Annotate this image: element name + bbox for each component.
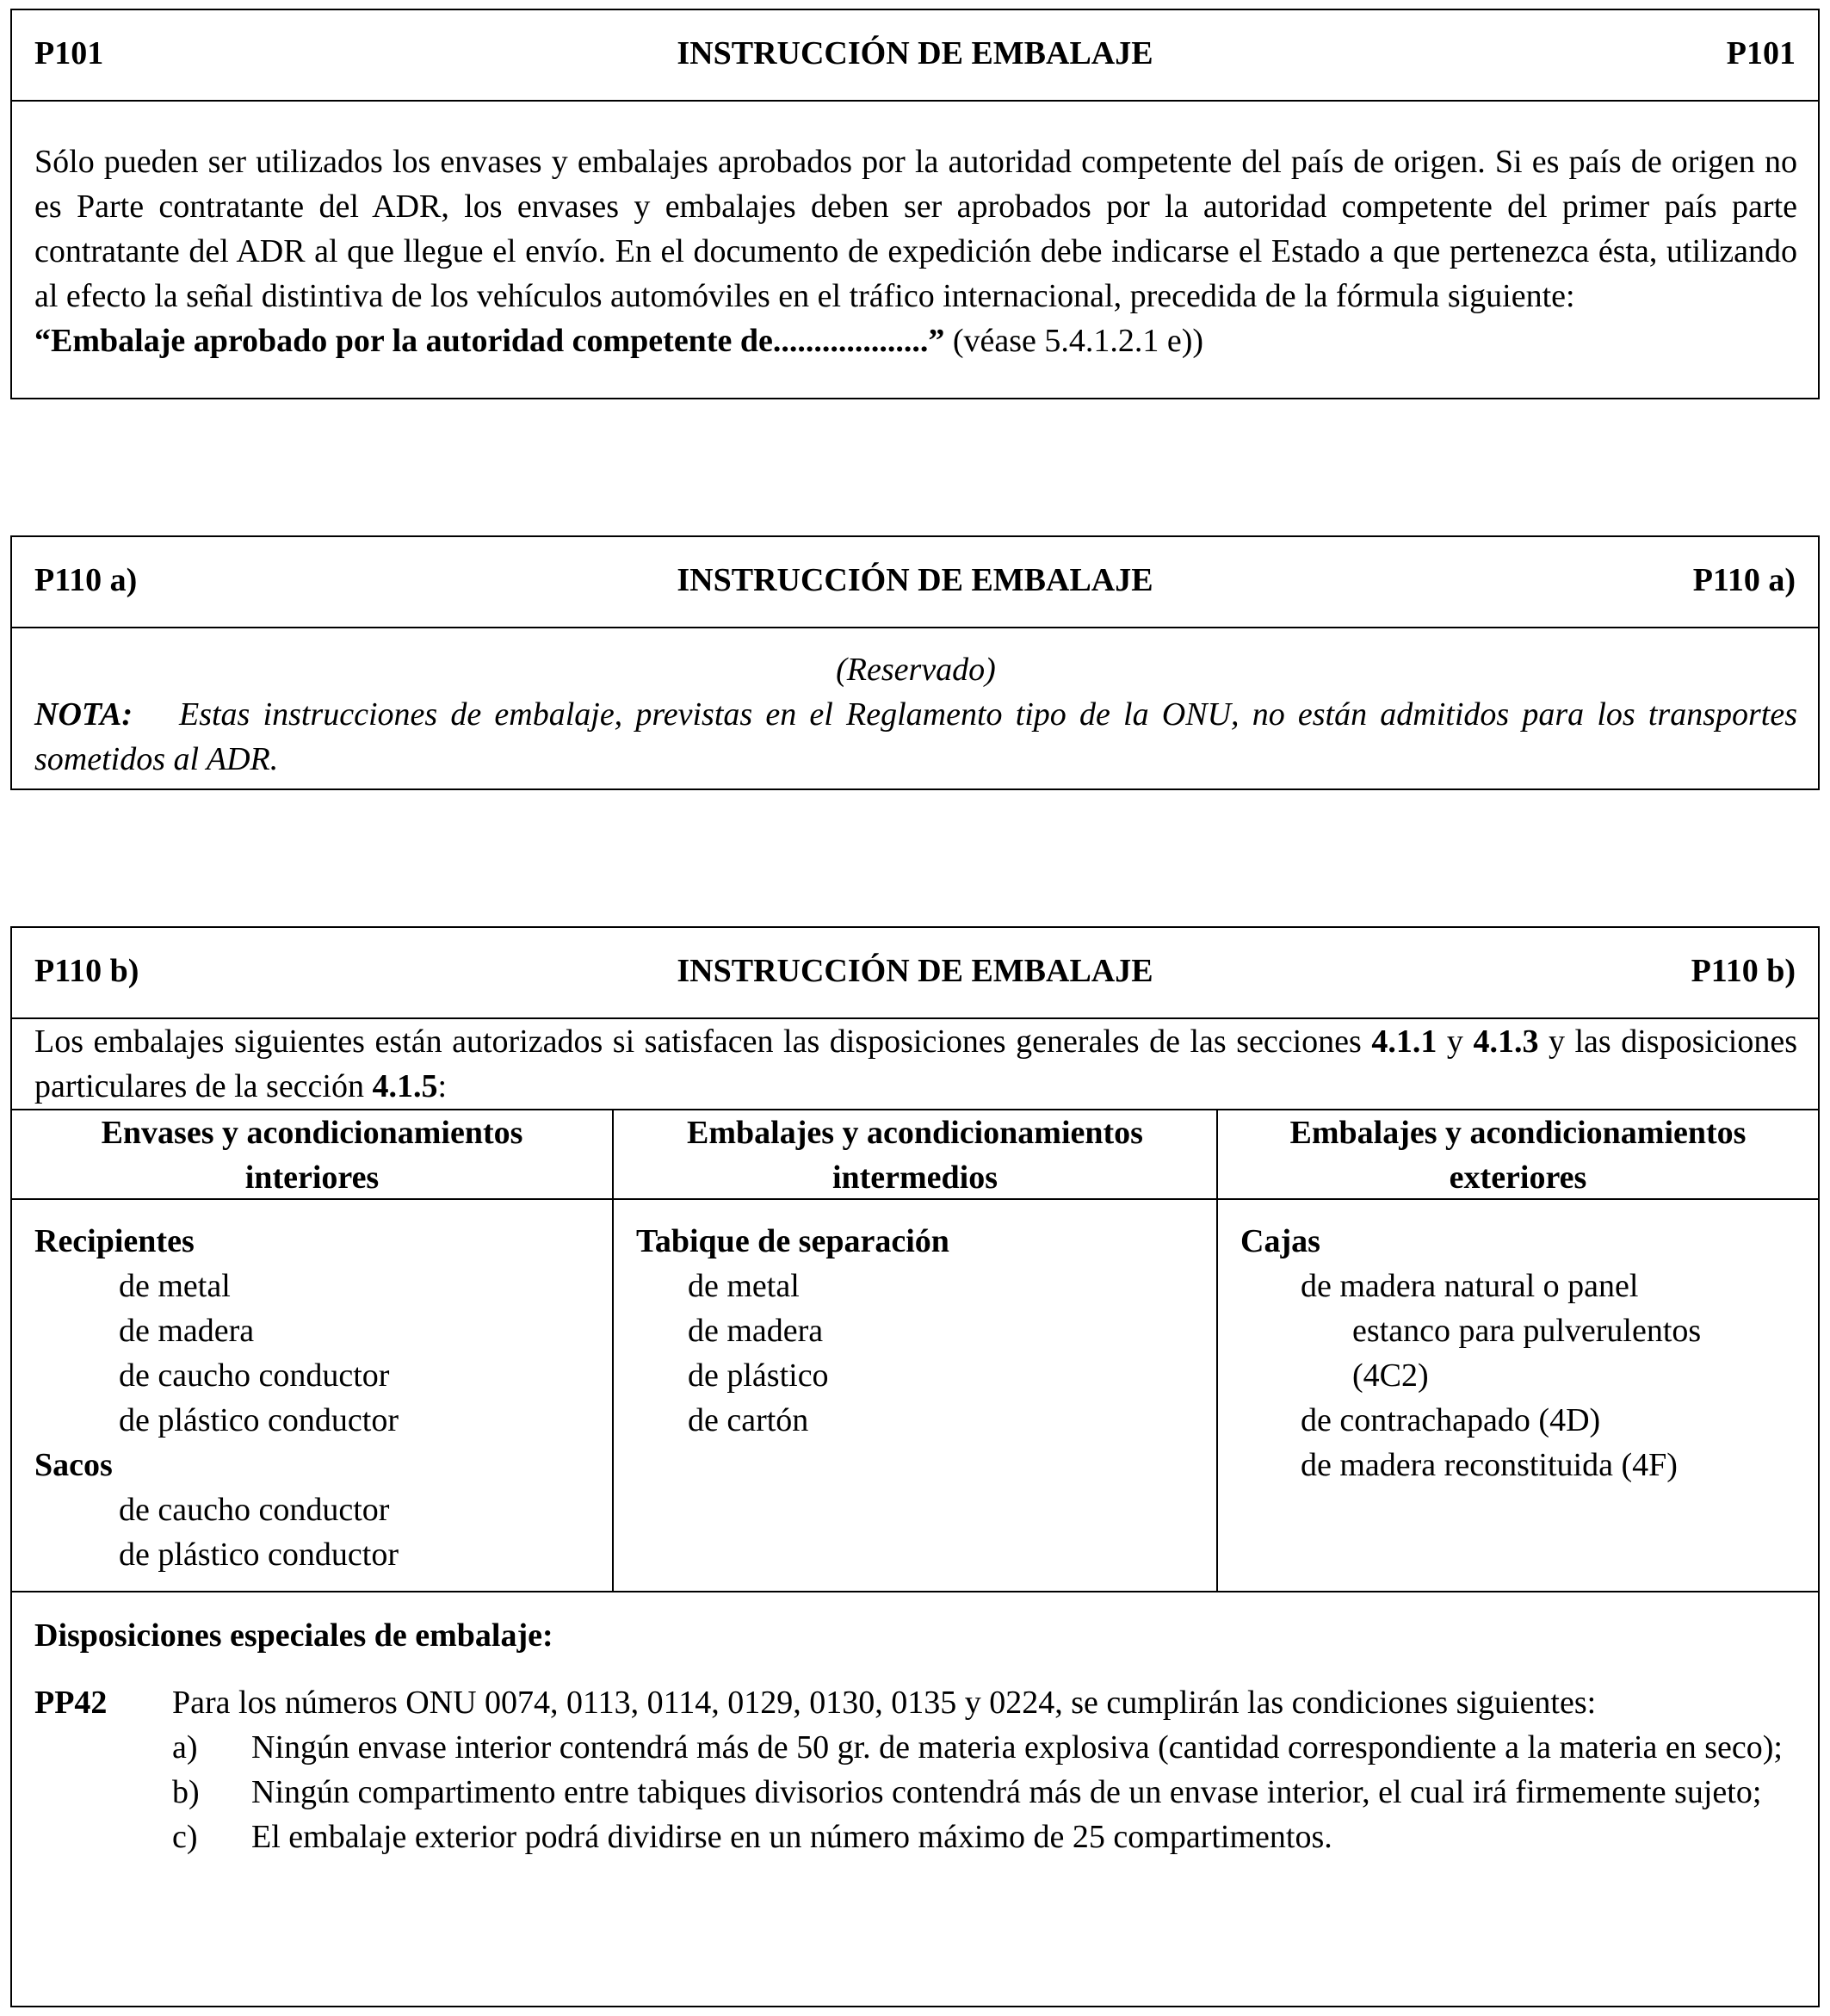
outer-item-continuation: estanco para pulverulentos: [1352, 1313, 1702, 1349]
p101-formula-line: [34, 318, 1797, 363]
p101-paragraph: Sólo pueden ser utilizados los envases y embalajes aprobados por la autoridad competente del país de origen. Si es país de origen no es Parte contratante del ADR, los envases y embalajes deben ser aprobados por la autoridad competente del primer país parte contratante del ADR al que llegue el envío. En el documento de expedición debe indicarse el Estado a que pertenezca ésta, utilizando al efecto la señal distintiva de los vehículos automóviles en el tráfico internacional, precedida de la fórmula siguiente:: [34, 144, 1797, 314]
p110b-intro: [12, 1019, 1818, 1110]
intermediate-group: Tabique de separación: [636, 1223, 949, 1259]
inner-group-sacos: Sacos: [34, 1447, 113, 1483]
outer-group-cajas: Cajas: [1240, 1223, 1320, 1259]
inner-item: de madera: [119, 1313, 255, 1349]
p110b-section-3: 4.1.5: [372, 1068, 438, 1104]
p110b-section-2: 4.1.3: [1473, 1023, 1539, 1060]
p110b-code-left: P110 b): [34, 953, 139, 989]
inner-item: de caucho conductor: [119, 1357, 390, 1394]
p110a-reserved: [34, 647, 1797, 692]
special-provisions: [12, 1591, 1818, 1859]
pp42-item-mark: c): [172, 1819, 198, 1855]
pp42-item-text: Ningún compartimento entre tabiques divisorios contendrá más de un envase interior, el cual irá firmemente sujeto;: [251, 1774, 1762, 1810]
col-outer-body: [1218, 1200, 1818, 1591]
inner-item: de plástico conductor: [119, 1537, 399, 1573]
p101-box: [10, 9, 1820, 399]
p110b-intro-d: :: [437, 1068, 448, 1104]
col-outer-header: Embalajes y acondicionamientos exteriores: [1218, 1110, 1818, 1200]
intermediate-item: de cartón: [688, 1402, 809, 1438]
pp42-content: [172, 1680, 1797, 1859]
p110a-reserved-text: (Reservado): [836, 652, 996, 688]
outer-item: de contrachapado (4D): [1301, 1402, 1601, 1438]
p101-body: [12, 102, 1818, 363]
col-intermediate-body: [614, 1200, 1216, 1591]
p101-header: [12, 10, 1818, 102]
p110a-note-label: NOTA:: [34, 696, 133, 733]
p101-formula: “Embalaje aprobado por la autoridad competente de...................”: [34, 323, 945, 359]
col-intermediate-header: Embalajes y acondicionamientos intermedios: [614, 1110, 1216, 1200]
col-inner: [12, 1110, 613, 1591]
pp42-item: [172, 1770, 1797, 1815]
p101-reference: (véase 5.4.1.2.1 e)): [944, 323, 1204, 359]
col-inner-body: [12, 1200, 612, 1591]
col-intermediate: [613, 1110, 1217, 1591]
pp42-row: [34, 1680, 1797, 1859]
p110a-note-text: Estas instrucciones de embalaje, previstas en el Reglamento tipo de la ONU, no están admitidos para los transportes sometidos al ADR.: [34, 696, 1797, 777]
p110b-intro-a: Los embalajes siguientes están autorizados si satisfacen las disposiciones generales de las secciones: [34, 1023, 1372, 1060]
pp42-code: PP42: [34, 1685, 108, 1721]
inner-item: de caucho conductor: [119, 1492, 390, 1528]
p110a-note: [34, 692, 1797, 782]
special-provisions-title: [34, 1613, 1797, 1658]
p110b-box: [10, 926, 1820, 2007]
p110a-header: [12, 537, 1818, 628]
intermediate-item: de metal: [688, 1268, 800, 1304]
pp42-item-mark: b): [172, 1774, 200, 1810]
pp42-item: [172, 1725, 1797, 1770]
pp42-item: [172, 1815, 1797, 1859]
inner-item: de metal: [119, 1268, 231, 1304]
p110a-code-right: P110 a): [1692, 562, 1796, 598]
packaging-table: [12, 1110, 1818, 1591]
col-inner-header: Envases y acondicionamientos interiores: [12, 1110, 612, 1200]
p110a-code-left: P110 a): [34, 562, 138, 598]
p110b-intro-c: y las disposiciones particulares de la sección: [34, 1023, 1798, 1104]
outer-item: de madera reconstituida (4F): [1301, 1447, 1678, 1483]
p101-code-right: P101: [1726, 35, 1796, 71]
inner-group-recipientes: Recipientes: [34, 1223, 195, 1259]
p101-code-left: P101: [34, 35, 104, 71]
p110a-box: [10, 535, 1820, 790]
p110a-title: INSTRUCCIÓN DE EMBALAJE: [677, 562, 1153, 598]
p101-title: INSTRUCCIÓN DE EMBALAJE: [677, 35, 1153, 71]
pp42-text: Para los números ONU 0074, 0113, 0114, 0129, 0130, 0135 y 0224, se cumplirán las condiciones siguientes:: [172, 1685, 1597, 1721]
pp42-item-mark: a): [172, 1729, 198, 1766]
outer-item-continuation: (4C2): [1352, 1357, 1429, 1394]
p110b-title: INSTRUCCIÓN DE EMBALAJE: [677, 953, 1153, 989]
p110b-intro-text: [34, 1019, 1797, 1109]
p110b-header: [12, 928, 1818, 1019]
special-provisions-title-text: Disposiciones especiales de embalaje:: [34, 1617, 553, 1654]
intermediate-item: de madera: [688, 1313, 824, 1349]
intermediate-item: de plástico: [688, 1357, 829, 1394]
outer-item: de madera natural o panel: [1301, 1268, 1639, 1304]
pp42-item-text: El embalaje exterior podrá dividirse en un número máximo de 25 compartimentos.: [251, 1819, 1332, 1855]
pp42-item-text: Ningún envase interior contendrá más de 50 gr. de materia explosiva (cantidad correspondiente a la materia en seco);: [251, 1729, 1783, 1766]
p110a-body: [12, 628, 1818, 782]
col-outer: [1217, 1110, 1818, 1591]
inner-item: de plástico conductor: [119, 1402, 399, 1438]
p110b-intro-b: y: [1437, 1023, 1474, 1060]
p110b-code-right: P110 b): [1691, 953, 1796, 989]
p110b-section-1: 4.1.1: [1371, 1023, 1437, 1060]
